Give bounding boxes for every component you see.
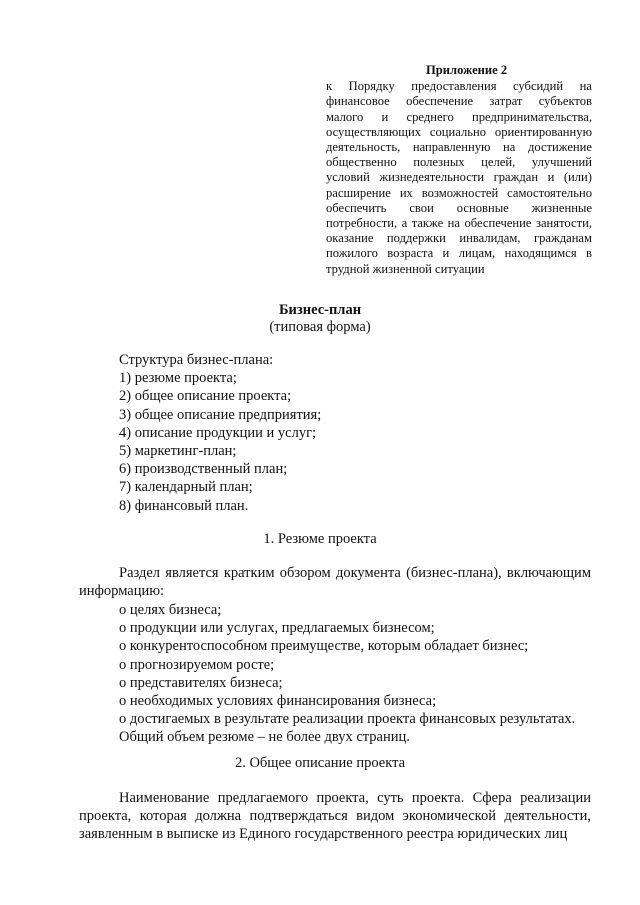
list-item: о прогнозируемом росте; xyxy=(119,656,275,673)
list-item: о необходимых условиях финансирования бизнеса; xyxy=(119,693,437,710)
list-item: о целях бизнеса; xyxy=(119,602,222,618)
document-subtitle: (типовая форма) xyxy=(269,319,371,335)
list-item: 3) общее описание предприятия; xyxy=(119,406,322,423)
resume-bullet-list xyxy=(119,601,575,747)
list-item: Общий объем резюме – не более двух страниц. xyxy=(119,729,410,746)
section-heading-project-description: 2. Общее описание проекта xyxy=(234,755,406,771)
list-item: о представителях бизнеса; xyxy=(119,674,283,691)
list-item: 6) производственный план; xyxy=(119,461,288,478)
list-item: 2) общее описание проекта; xyxy=(119,388,292,405)
appendix-title: Приложение 2 xyxy=(426,63,508,77)
section-heading-resume: 1. Резюме проекта xyxy=(263,531,377,547)
structure-heading: Структура бизнес-плана: xyxy=(119,352,274,368)
list-item: 1) резюме проекта; xyxy=(119,370,237,387)
list-item: 7) календарный план; xyxy=(119,479,253,496)
appendix-block xyxy=(326,63,592,277)
structure-list xyxy=(119,351,321,515)
list-item: о конкурентоспособном преимуществе, которым обладает бизнес; xyxy=(119,638,529,655)
list-item: 5) маркетинг-план; xyxy=(119,443,237,460)
document-title: Бизнес-план xyxy=(278,302,362,318)
section-resume-intro: Раздел является кратким обзором документа (бизнес-плана), включающим информацию: xyxy=(79,565,591,600)
list-item: 4) описание продукции и услуг; xyxy=(119,424,317,441)
list-item: 8) финансовый план. xyxy=(119,497,249,514)
appendix-text: к Порядку предоставления субсидий на финансовое обеспечение затрат субъектов малого и среднего предпринимательства, осуществляющих социально ориентированную деятельность, направленную на достижение общественно полезных целей, улучшений условий жизнедеятельности граждан и (или) расширение их возможностей самостоятельно обеспечить свои основные жизненные потребности, а также на обеспечение занятости, оказание поддержки инвалидам, гражданам пожилого возраста и лицам, находящимся в трудной жизненной ситуации xyxy=(326,79,592,276)
list-item: о продукции или услугах, предлагаемых бизнесом; xyxy=(119,620,435,637)
list-item: о достигаемых в результате реализации проекта финансовых результатах. xyxy=(119,711,576,728)
section-project-description-text: Наименование предлагаемого проекта, суть проекта. Сфера реализации проекта, которая должна подтверждаться видом экономической деятельности, заявленным в выписке из Единого государственного реестра юридических лиц xyxy=(79,790,591,843)
